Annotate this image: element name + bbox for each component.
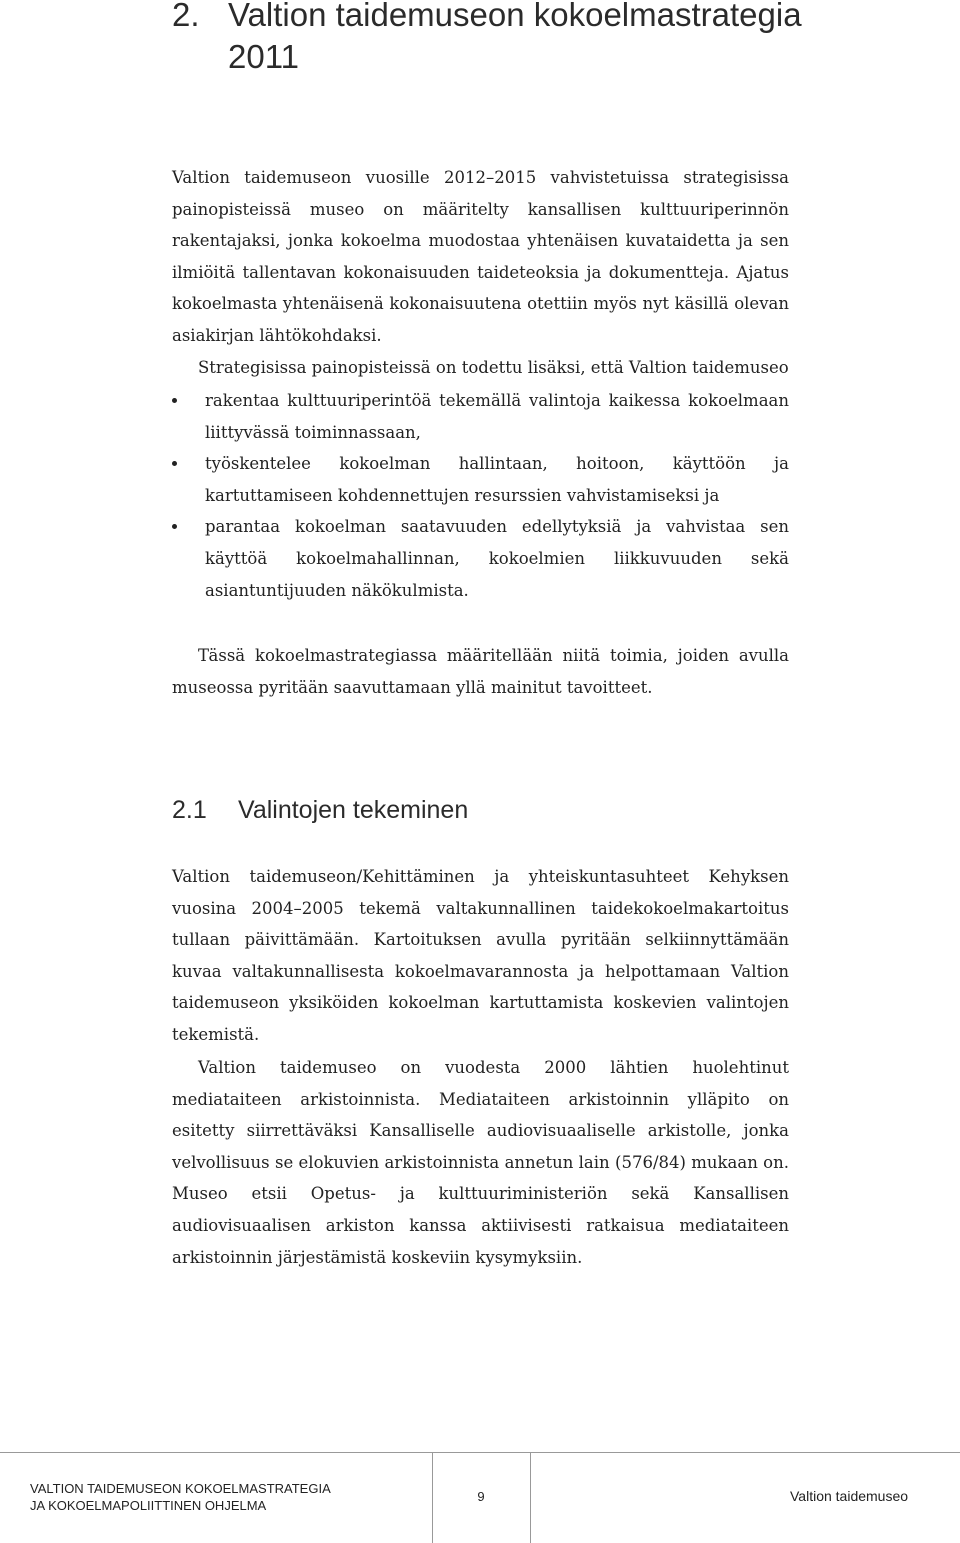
footer-publisher: Valtion taidemuseo xyxy=(790,1488,909,1504)
footer-rule xyxy=(0,1452,960,1453)
footer-document-title xyxy=(30,1480,430,1514)
chapter-number: 2. xyxy=(172,0,200,33)
list-item-text: rakentaa kulttuuriperintöä tekemällä valintoja kaikessa kokoelmaan liittyvässä toiminnassaan, xyxy=(205,391,789,442)
section-paragraph-2: Valtion taidemuseo on vuodesta 2000 lähtien huolehtinut mediataiteen arkistoinnista. Mediataiteen arkistoinnin ylläpito on esitetty siirrettäväksi Kansalliselle audiovisuaaliselle arkistolle, jonka velvollisuus se elokuvien arkistoinnista annetun lain (576/84) mukaan on. Museo etsii Opetus- ja kulttuuriministeriön sekä Kansallisen audiovisuaalisen arkiston kanssa aktiivisesti ratkaisua mediataiteen arkistoinnin järjestämistä koskeviin kysymyksiin. xyxy=(172,1058,789,1267)
list-item xyxy=(172,511,789,606)
section-title: Valintojen tekeminen xyxy=(238,796,469,824)
list-item-text: parantaa kokoelman saatavuuden edellytyksiä ja vahvistaa sen käyttöä kokoelmahallinnan, kokoelmien liikkuvuuden sekä asiantuntijuuden näkökulmista. xyxy=(205,517,789,600)
list-item xyxy=(172,448,789,511)
bullet-icon xyxy=(172,398,177,403)
footer-title-line-2: JA KOKOELMAPOLIITTINEN OHJELMA xyxy=(30,1498,267,1513)
list-item xyxy=(172,385,789,448)
list-lead-paragraph: Strategisissa painopisteissä on todettu lisäksi, että Valtion taidemuseo xyxy=(198,358,789,377)
section-number: 2.1 xyxy=(172,796,207,824)
closing-paragraph: Tässä kokoelmastrategiassa määritellään niitä toimia, joiden avulla museossa pyritään saavuttamaan yllä mainitut tavoitteet. xyxy=(172,646,789,697)
bullet-icon xyxy=(172,524,177,529)
bullet-icon xyxy=(172,461,177,466)
list-item-text: työskentelee kokoelman hallintaan, hoitoon, käyttöön ja kartuttamiseen kohdennettujen resurssien vahvistamiseksi ja xyxy=(205,454,789,505)
strategy-bullet-list xyxy=(172,385,789,606)
intro-paragraph: Valtion taidemuseon vuosille 2012–2015 vahvistetuissa strategisissa painopisteissä museo on määritelty kansallisen kulttuuriperinnön rakentajaksi, jonka kokoelma muodostaa yhtenäisen kuvataidetta ja sen ilmiöitä tallentavan kokonaisuuden taideteoksia ja dokumentteja. Ajatus kokoelmasta yhtenäisenä kokonaisuutena otettiin myös nyt käsillä olevan asiakirjan lähtökohdaksi. xyxy=(172,168,789,345)
footer-divider-right xyxy=(530,1452,531,1543)
page-number: 9 xyxy=(477,1489,485,1504)
section-paragraph-1: Valtion taidemuseon/Kehittäminen ja yhteiskuntasuhteet Kehyksen vuosina 2004–2005 tekemä valtakunnallinen taidekokoelmakartoitus tullaan päivittämään. Kartoituksen avulla pyritään selkiinnyttämään kuvaa valtakunnallisesta kokoelmavarannosta ja helpottamaan Valtion taidemuseon yksiköiden kokoelman kartuttamista koskevien valintojen tekemistä. xyxy=(172,867,789,1044)
footer-title-line-1: VALTION TAIDEMUSEON KOKOELMASTRATEGIA xyxy=(30,1481,331,1496)
chapter-title: Valtion taidemuseon kokoelmastrategia 2011 xyxy=(228,0,802,75)
